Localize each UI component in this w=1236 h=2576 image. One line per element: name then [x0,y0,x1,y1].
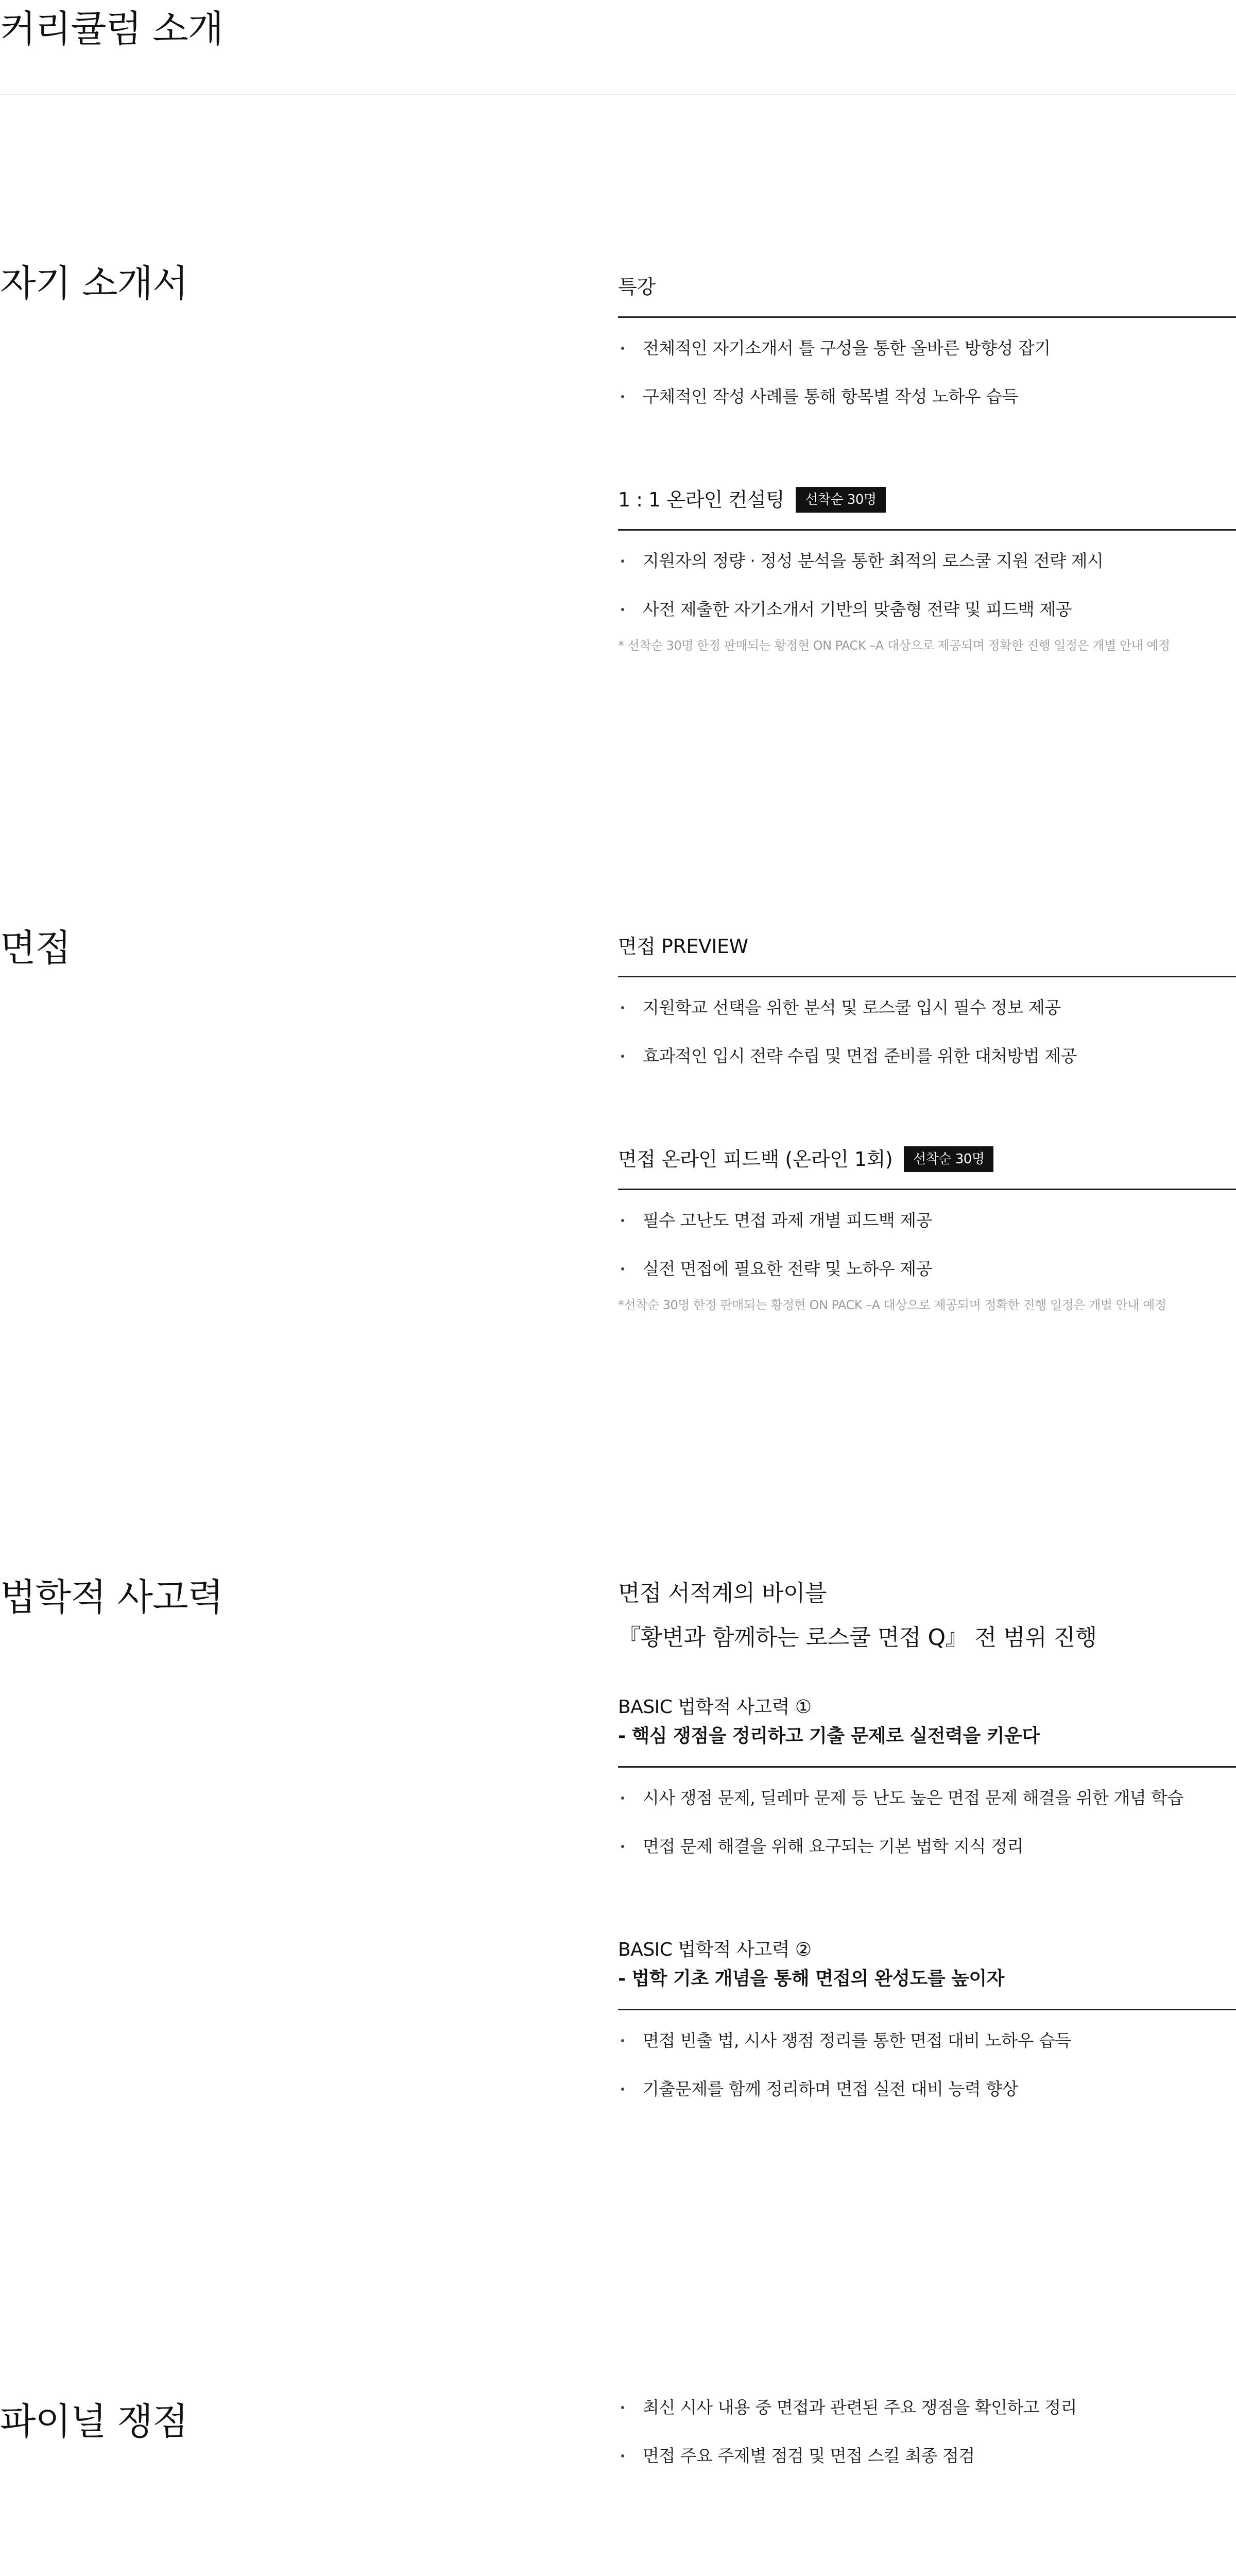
block-heading: BASIC 법학적 사고력 ② [618,1939,812,1960]
curriculum-block [618,1693,1236,1858]
curriculum-block [618,268,1236,409]
section-content [618,927,1236,1314]
curriculum-block [618,1145,1236,1314]
section-title: 면접 [0,926,71,970]
footnote: *선착순 30명 한정 판매되는 황정현 ON PACK –A 대상으로 제공되며 정확한 진행 일정은 개별 안내 예정 [618,1298,1166,1312]
item-list [618,531,1236,621]
curriculum-block [618,1936,1236,2101]
page-title: 커리큘럼 소개 [0,7,224,50]
block-heading-text: 면접 PREVIEW [618,935,748,958]
list-item: 시사 쟁점 문제, 딜레마 문제 등 난도 높은 면접 문제 해결을 위한 개념 학습 [618,1786,1236,1810]
header-divider [0,94,1236,95]
block-heading: BASIC 법학적 사고력 ① [618,1697,812,1718]
item-list [618,2396,1236,2468]
list-item: 실전 면접에 필요한 전략 및 노하우 제공 [618,1257,1236,1281]
section-content [618,1571,1236,2178]
limited-badge: 선착순 30명 [904,1146,993,1172]
list-item: 최신 시사 내용 중 면접과 관련된 주요 쟁점을 확인하고 정리 [618,2396,1236,2419]
limited-badge: 선착순 30명 [796,487,885,513]
item-list [618,977,1236,1068]
lead-text: 『황변과 함께하는 로스쿨 면접 Q』 전 범위 진행 [618,1624,1097,1651]
curriculum-block [618,927,1236,1068]
list-item: 기출문제를 함께 정리하며 면접 실전 대비 능력 향상 [618,2077,1236,2101]
section-content [618,2396,1236,2493]
section-title: 자기 소개서 [0,262,188,305]
block-heading-text: 1 : 1 온라인 컨설팅 [618,488,785,511]
list-item: 면접 문제 해결을 위해 요구되는 기본 법학 지식 정리 [618,1835,1236,1858]
section-content [618,268,1236,654]
list-item: 사전 제출한 자기소개서 기반의 맞춤형 전략 및 피드백 제공 [618,598,1236,621]
block-heading [618,1145,1236,1190]
list-item: 효과적인 입시 전략 수립 및 면접 준비를 위한 대처방법 제공 [618,1044,1236,1068]
section-title: 파이널 쟁점 [0,2400,188,2443]
block-subheading: - 법학 기초 개념을 통해 면접의 완성도를 높이자 [618,1964,1236,2010]
item-list [618,318,1236,409]
list-item: 면접 빈출 법, 시사 쟁점 정리를 통한 면접 대비 노하우 습득 [618,2029,1236,2053]
list-item: 필수 고난도 면접 과제 개별 피드백 제공 [618,1209,1236,1232]
section-title: 법학적 사고력 [0,1575,224,1619]
curriculum-block [618,486,1236,654]
block-heading [618,268,1236,318]
block-heading-text: 특강 [618,276,656,298]
list-item: 전체적인 자기소개서 틀 구성을 통한 올바른 방향성 잡기 [618,336,1236,360]
footnote: * 선착순 30명 한정 판매되는 황정현 ON PACK –A 대상으로 제공되며 정확한 진행 일정은 개별 안내 예정 [618,638,1170,653]
block-heading [618,927,1236,977]
list-item: 지원학교 선택을 위한 분석 및 로스쿨 입시 필수 정보 제공 [618,996,1236,1020]
list-item: 면접 주요 주제별 점검 및 면접 스킬 최종 점검 [618,2444,1236,2468]
item-list [618,1768,1236,1858]
item-list [618,2010,1236,2101]
block-subheading: - 핵심 쟁점을 정리하고 기출 문제로 실전력을 키운다 [618,1722,1236,1768]
list-item: 지원자의 정량 · 정성 분석을 통한 최적의 로스쿨 지원 전략 제시 [618,549,1236,573]
block-heading-text: 면접 온라인 피드백 (온라인 1회) [618,1148,893,1171]
list-item: 구체적인 작성 사례를 통해 항목별 작성 노하우 습득 [618,385,1236,409]
block-heading [618,486,1236,531]
lead-text: 면접 서적계의 바이블 [618,1580,827,1606]
item-list [618,1190,1236,1281]
